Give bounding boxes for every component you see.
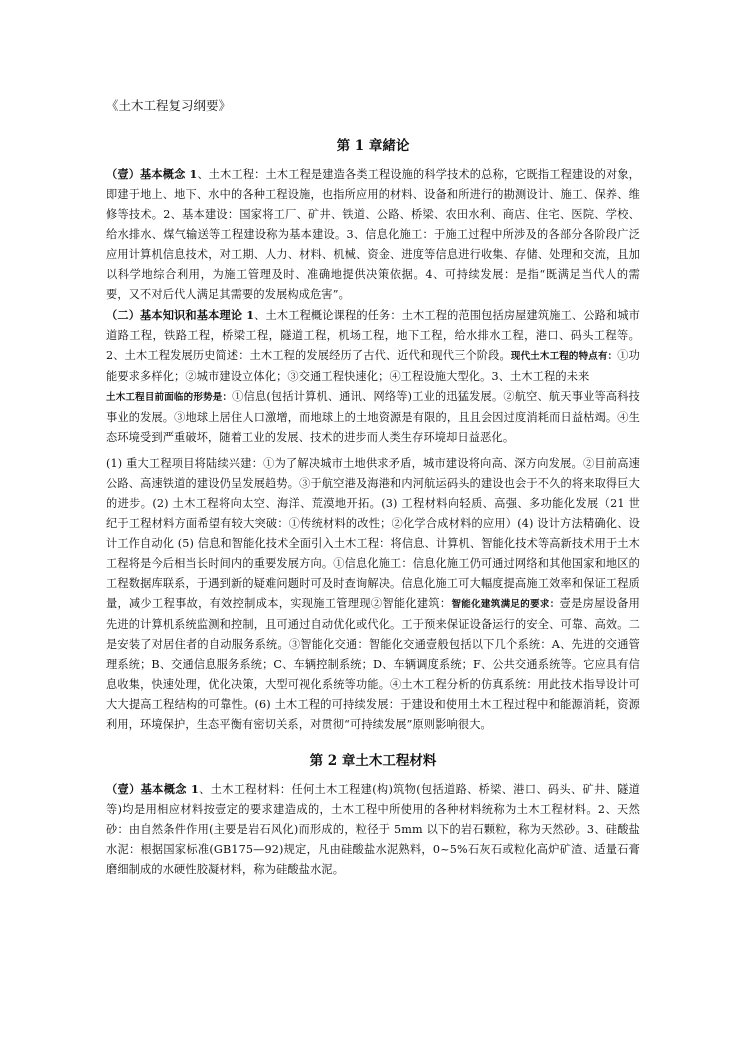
chapter-1-basic-knowledge <box>106 305 640 387</box>
section-text: 壹是房屋设备用先进的计算机系统监测和控制，且可通过自动优化或代化。工于预来保证设备运行的安全、可靠、高效。二是安装了对居住者的自动服务系统。③智能化交通：智能化交通壹般包括以下几个系统：A、先进的交通管理系统；B、交通信息服务系统；C、车辆控制系统；D、车辆调度系统；F、公共交通系统等。它应具有信息收集，快速处理，优化决策，大型可视化系统等功能。④土木工程分析的仿真系统：用此技术指导设计可大大提高工程结构的可靠性。(6) 土木工程的可持续发展：于建设和使用土木工程过程中和能源消耗，资源利用，环境保护，生态平衡有密切关系，对贯彻“可持续发展”原则影响很大。 <box>106 597 640 731</box>
section-label: （壹）基本概念 1 <box>106 782 199 796</box>
section-label: （二）基本知识和基本理论 1 <box>106 308 255 322</box>
inline-bold-label: 土木工程目前面临的形势是： <box>106 392 233 403</box>
inline-bold-label: 现代土木工程的特点有： <box>510 351 618 362</box>
section-text: (1) 重大工程项目将陆续兴建：①为了解决城市土地供求矛盾，城市建设将向高、深方向发展。②目前高速公路、高速铁道的建设仍呈发展趋势。③于航空港及海港和内河航运码头的建设也会于不久的将来取得巨大的进步。(2) 土木工程将向太空、海洋、荒漠地开拓。(3) 工程材料向轻质、高强、多功能化发展（21 世纪于工程材料方面希望有较大突破：①传统材料的改性；②化学合成材料的应用）(4) 设计方法精确化、设计工作自动化 (5) 信息和智能化技术全面引入土木工程：将信息、计算机、智能化技术等高新技术用于土木工程将是今后相当长时间内的重要发展方向。①信息化施工：信息化施工仍可通过网络和其他国家和地区的工程数据库联系，于遇到新的疑难问题时可及时查询解决。信息化施工可大幅度提高施工效率和保证工程质量，减少工程事故，有效控制成本，实现施工管理现②智能化建筑： <box>106 457 640 610</box>
section-text: 、土木工程材料：任何土木工程建(构)筑物(包括道路、桥梁、港口、码头、矿井、隧道等)均是用相应材料按壹定的要求建造成的，土木工程中所使用的各种材料统称为土木工程材料。2、天然砂：由自然条件作用(主要是岩石风化)而形成的，粒径于 5mm 以下的岩石颗粒，称为天然砂。3、硅酸盐水泥：根据国家标准(GB175—92)规定，凡由硅酸盐水泥熟料，0~5%石灰石或粒化高炉矿渣、适量石膏磨细制成的水硬性胶凝材料，称为硅酸盐水泥。 <box>106 783 640 876</box>
document-title: 《土木工程复习纲要》 <box>106 98 232 113</box>
section-text: ①信息(包括计算机、通讯、网络等)工业的迅猛发展。②航空、航天事业等高科技事业的发展。③地球上居住人口激增，而地球上的土地资源是有限的，且且会因过度消耗而日益枯竭。④生态环境受到严重破坏，随着工业的发展、技术的进步而人类生存环境却日益恶化。 <box>106 390 641 444</box>
inline-bold-label: 智能化建筑满足的要求： <box>451 599 560 610</box>
chapter-1-future-situation <box>106 387 640 448</box>
section-label: （壹）基本概念 1 <box>106 167 198 181</box>
section-text: ①功能要求多样化；②城市建设立体化；③交通工程快速化；④工程设施大型化。3、土木工程的未来 <box>106 349 640 383</box>
chapter-2-heading: 第 2 章土木工程材料 <box>309 753 437 769</box>
section-text: 、土木工程概论课程的任务：土木工程的范围包括房屋建筑施工、公路和城市道路工程，铁路工程，桥梁工程，隧道工程，机场工程，地下工程，给水排水工程，港口、码头工程等。2、土木工程发展历史简述：土木工程的发展经历了古代、近代和现代三个阶段。 <box>106 309 640 362</box>
document-page <box>106 96 640 880</box>
section-text: 、土木工程：土木工程是建造各类工程设施的科学技术的总称，它既指工程建设的对象，即建于地上、地下、水中的各种工程设施，也指所应用的材料、设备和所进行的勘测设计、施工、保养、维修等技术。2、基本建设：国家将工厂、矿井、铁道、公路、桥梁、农田水利、商店、住宅、医院、学校、给水排水、煤气输送等工程建设称为基本建设。3、信息化施工：于施工过程中所涉及的各部分各阶段广泛应用计算机信息技术，对工期、人力、材料、机械、资金、进度等信息进行收集、存储、处理和交流，且加以科学地综合利用，为施工管理及时、准确地提供决策依据。4、可持续发展：是指“既满足当代人的需要，又不对后代人满足其需要的发展构成危害”。 <box>106 168 641 301</box>
chapter-1-basic-concepts <box>106 164 640 305</box>
chapter-1-trends <box>106 454 640 735</box>
chapter-1-heading: 第 1 章緒论 <box>336 138 410 154</box>
chapter-2-basic-concepts <box>106 779 640 880</box>
